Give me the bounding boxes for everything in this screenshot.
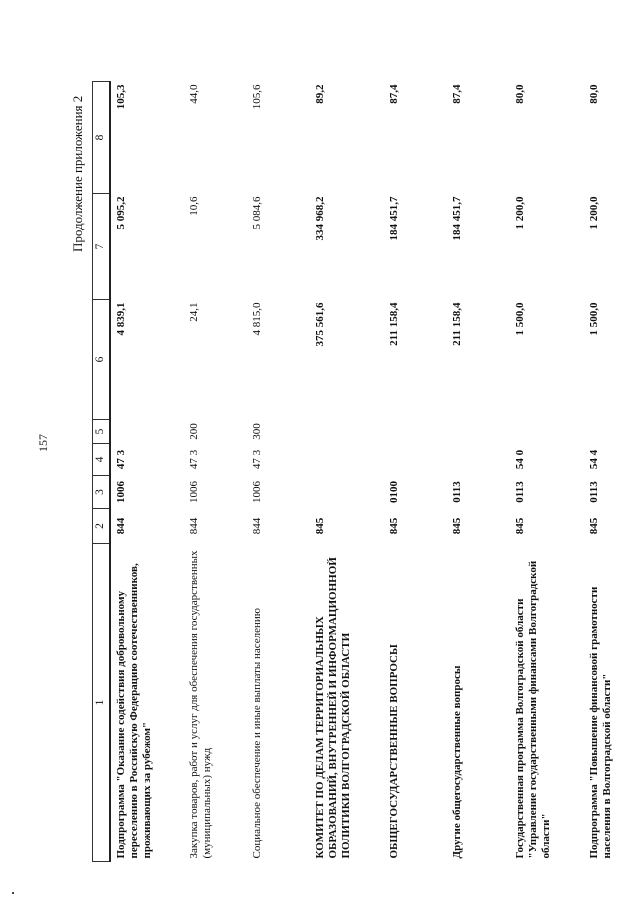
row-name: КОМИТЕТ ПО ДЕЛАМ ТЕРРИТОРИАЛЬНЫХ ОБРАЗОВАНИЙ, ВНУТРЕННЕЙ И ИНФОРМАЦИОННОЙ ПОЛИТИКИ ВОЛГОГРАДСКОЙ ОБЛАСТИ (314, 557, 352, 859)
cell-target-code (447, 444, 510, 476)
cell-planned: 375 561,6 (314, 302, 326, 347)
cell-planned: 24,1 (188, 302, 200, 322)
cell-planned: 211 158,4 (388, 302, 400, 346)
cell-percent: 87,4 (388, 84, 400, 104)
appendix-caption: Продолжение приложения 2 (70, 95, 85, 252)
scan-speck (12, 892, 14, 894)
table-row (584, 82, 640, 862)
cell-expense-type (310, 420, 384, 444)
budget-table (92, 81, 640, 862)
cell-percent: 87,4 (451, 84, 463, 104)
table-row (184, 82, 247, 862)
cell-target-code (384, 444, 447, 476)
cell-target-code: 47 3 (251, 449, 263, 470)
column-header-6: 6 (93, 300, 111, 420)
cell-ministry-code: 844 (115, 517, 127, 535)
cell-target-code: 47 3 (188, 449, 200, 470)
cell-percent: 80,0 (588, 84, 600, 104)
cell-expense-type (384, 420, 447, 444)
table-row (510, 82, 584, 862)
column-header-2: 2 (93, 509, 111, 544)
cell-expense-type: 300 (251, 423, 263, 440)
cell-section-code: 1006 (115, 481, 127, 503)
cell-section-code: 1006 (251, 481, 263, 503)
cell-executed: 1 200,0 (514, 196, 526, 230)
cell-target-code: 54 0 (514, 449, 526, 470)
cell-percent: 105,3 (115, 84, 127, 110)
cell-ministry-code: 845 (588, 517, 600, 535)
table-row (310, 82, 384, 862)
cell-expense-type (510, 420, 584, 444)
page-number: 157 (36, 434, 50, 452)
cell-ministry-code: 845 (451, 517, 463, 535)
cell-percent: 89,2 (314, 84, 326, 104)
table-row (247, 82, 310, 862)
column-header-7: 7 (93, 194, 111, 300)
cell-expense-type (110, 420, 184, 444)
row-name: Подпрограмма "Оказание содействия добровольному переселению в Российскую Федерацию соотечественников, проживающих за рубежом" (115, 563, 153, 859)
table-row (447, 82, 510, 862)
column-header-5: 5 (93, 420, 111, 444)
row-name: Закупка товаров, работ и услуг для обеспечения государственных (муниципальных) нужд (188, 550, 213, 859)
table-row (110, 82, 184, 862)
column-number-row (93, 82, 111, 862)
cell-planned: 4 839,1 (115, 302, 127, 336)
cell-planned: 1 500,0 (588, 302, 600, 336)
cell-executed: 10,6 (188, 196, 200, 216)
cell-ministry-code: 845 (388, 517, 400, 535)
row-name: Социальное обеспечение и иные выплаты населению (251, 607, 263, 859)
column-header-8: 8 (93, 82, 111, 194)
cell-executed: 1 200,0 (588, 196, 600, 230)
rotated-page-content (70, 82, 613, 862)
cell-ministry-code: 845 (514, 517, 526, 535)
cell-executed: 5 084,6 (251, 196, 263, 230)
column-header-3: 3 (93, 476, 111, 509)
column-header-4: 4 (93, 444, 111, 476)
cell-executed: 5 095,2 (115, 196, 127, 230)
cell-percent: 44,0 (188, 84, 200, 104)
cell-ministry-code: 844 (188, 517, 200, 535)
cell-section-code: 1006 (188, 481, 200, 503)
cell-expense-type (584, 420, 640, 444)
cell-executed: 184 451,7 (451, 196, 463, 241)
cell-target-code: 54 4 (588, 449, 600, 470)
cell-expense-type (447, 420, 510, 444)
row-name: ОБЩЕГОСУДАРСТВЕННЫЕ ВОПРОСЫ (388, 644, 400, 859)
cell-planned: 4 815,0 (251, 302, 263, 336)
table-row (384, 82, 447, 862)
row-name: Подпрограмма "Повышение финансовой грамотности населения в Волгоградской области" (588, 586, 613, 859)
cell-planned: 211 158,4 (451, 302, 463, 346)
cell-percent: 80,0 (514, 84, 526, 104)
cell-section-code: 0113 (588, 481, 600, 503)
cell-target-code (310, 444, 384, 476)
column-header-1: 1 (93, 544, 111, 862)
cell-planned: 1 500,0 (514, 302, 526, 336)
cell-executed: 334 968,2 (314, 196, 326, 241)
cell-target-code: 47 3 (115, 449, 127, 470)
cell-expense-type: 200 (188, 423, 200, 440)
cell-ministry-code: 845 (314, 517, 326, 535)
row-name: Другие общегосударственные вопросы (451, 665, 463, 859)
cell-section-code (310, 476, 384, 509)
cell-ministry-code: 844 (251, 517, 263, 535)
cell-section-code: 0113 (451, 481, 463, 503)
cell-percent: 105,6 (251, 84, 263, 110)
row-name: Государственная программа Волгоградской области "Управление государственными финансами Волгоградской области" (514, 560, 552, 859)
cell-executed: 184 451,7 (388, 196, 400, 241)
cell-section-code: 0113 (514, 481, 526, 503)
cell-section-code: 0100 (388, 481, 400, 503)
